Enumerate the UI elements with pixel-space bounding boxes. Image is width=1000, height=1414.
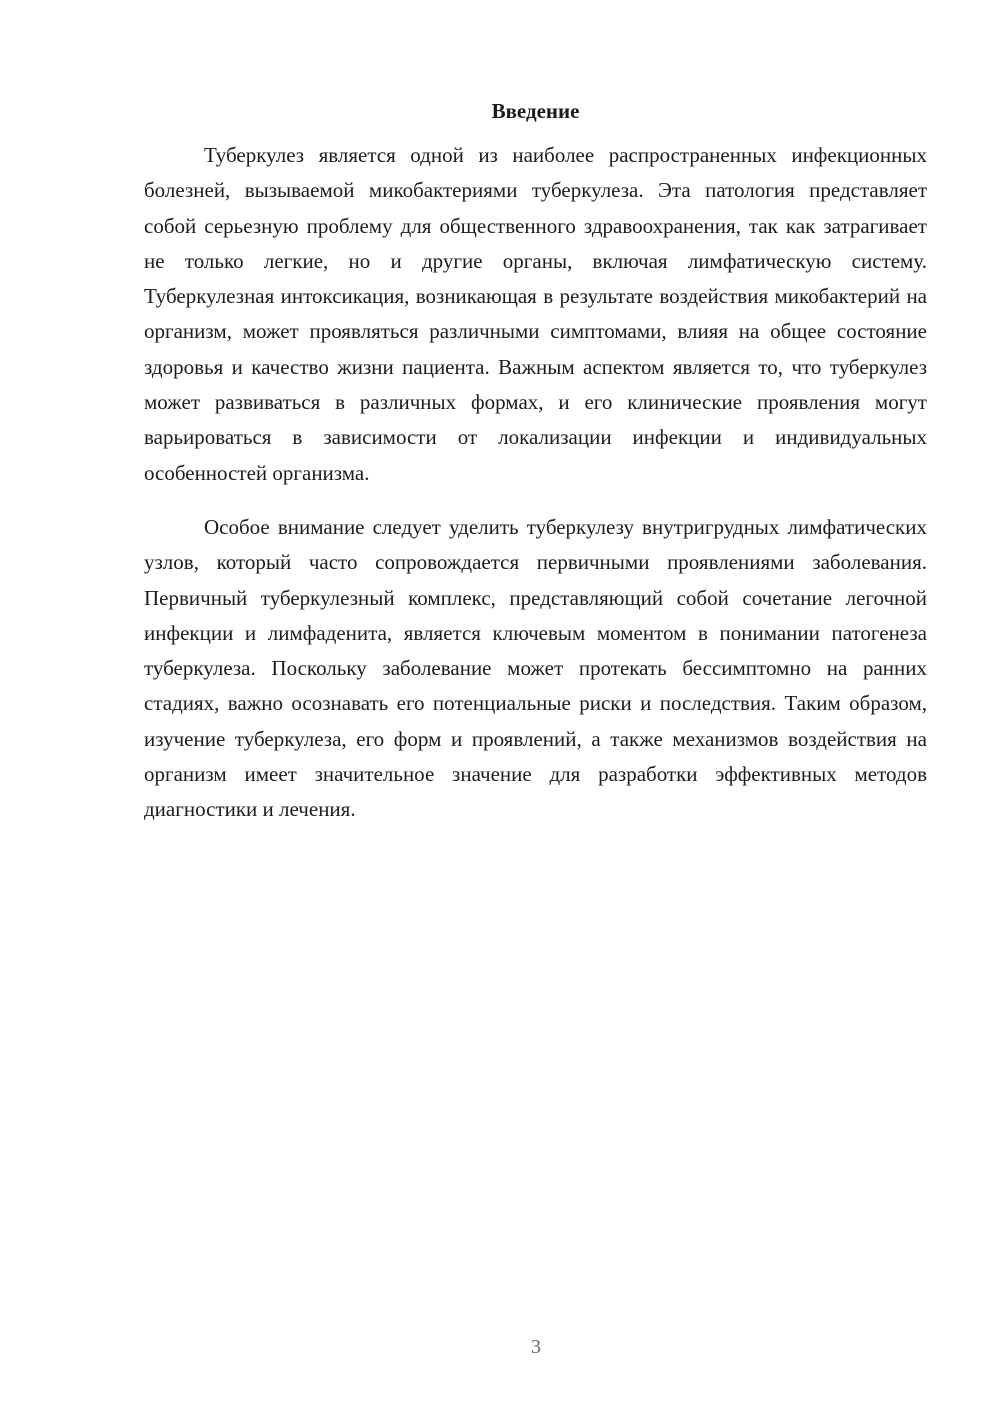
paragraph-2: Особое внимание следует уделить туберкулезу внутригрудных лимфатических узлов, который часто сопровождается первичными проявлениями заболевания. Первичный туберкулезный комплекс, представляющий собой сочетание легочной инфекции и лимфаденита, является ключевым моментом в понимании патогенеза туберкулеза. Поскольку заболевание может протекать бессимптомно на ранних стадиях, важно осознавать его потенциальные риски и последствия. Таким образом, изучение туберкулеза, его форм и проявлений, а также механизмов воздействия на организм имеет значительное значение для разработки эффективных методов диагностики и лечения.: [144, 514, 927, 822]
page-number: 3: [531, 1336, 541, 1358]
section-title: Введение: [491, 99, 580, 123]
page-content: [144, 96, 927, 828]
paragraph-1: Туберкулез является одной из наиболее распространенных инфекционных болезней, вызываемой микобактериями туберкулеза. Эта патология представляет собой серьезную проблему для общественного здравоохранения, так как затрагивает не только легкие, но и другие органы, включая лимфатическую систему. Туберкулезная интоксикация, возникающая в результате воздействия микобактерий на организм, может проявляться различными симптомами, влияя на общее состояние здоровья и качество жизни пациента. Важным аспектом является то, что туберкулез может развиваться в различных формах, и его клинические проявления могут варьироваться в зависимости от локализации инфекции и индивидуальных особенностей организма.: [144, 143, 927, 485]
